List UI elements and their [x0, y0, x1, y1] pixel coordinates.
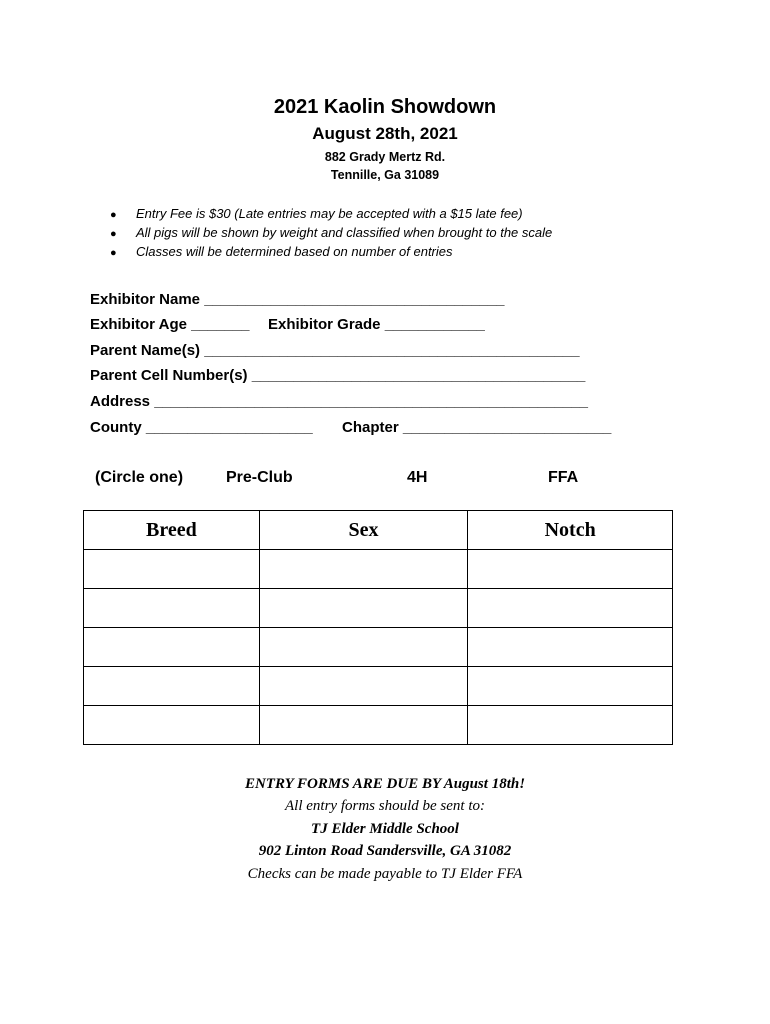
notch-cell[interactable] [468, 667, 673, 706]
table-row [84, 550, 673, 589]
parent-names-field[interactable]: Parent Name(s) _____________________________________________ [90, 342, 580, 359]
send-to-text: All entry forms should be sent to: [285, 798, 485, 814]
sex-header: Sex [259, 511, 468, 550]
notch-cell[interactable] [468, 550, 673, 589]
notch-cell[interactable] [468, 628, 673, 667]
form-title: 2021 Kaolin Showdown [273, 96, 497, 118]
exhibitor-grade-field[interactable]: Exhibitor Grade ____________ [268, 316, 485, 333]
info-item-text: Entry Fee is $30 (Late entries may be accepted with a $15 late fee) [136, 206, 523, 221]
sex-cell[interactable] [259, 550, 468, 589]
table-row [84, 628, 673, 667]
breed-cell[interactable] [84, 706, 260, 745]
option-pre-club[interactable]: Pre-Club [226, 469, 293, 486]
bullet-icon: ● [110, 247, 117, 259]
option-4h[interactable]: 4H [407, 469, 428, 486]
parent-cell-field[interactable]: Parent Cell Number(s) ________________________________________ [90, 367, 586, 384]
chapter-field[interactable]: Chapter _________________________ [342, 419, 612, 436]
sex-cell[interactable] [259, 628, 468, 667]
table-row [84, 706, 673, 745]
event-address-line2: Tennille, Ga 31089 [330, 168, 440, 182]
exhibitor-age-field[interactable]: Exhibitor Age _______ [90, 316, 250, 333]
notch-header: Notch [468, 511, 673, 550]
notch-cell[interactable] [468, 706, 673, 745]
option-ffa[interactable]: FFA [548, 469, 579, 486]
sex-cell[interactable] [259, 706, 468, 745]
breed-cell[interactable] [84, 628, 260, 667]
info-item-text: Classes will be determined based on number of entries [136, 244, 453, 259]
school-address: 902 Linton Road Sandersville, GA 31082 [258, 843, 512, 859]
breed-cell[interactable] [84, 550, 260, 589]
bullet-icon: ● [110, 228, 117, 240]
info-list [110, 204, 552, 261]
due-date-notice: ENTRY FORMS ARE DUE BY August 18th! [244, 776, 526, 792]
bullet-icon: ● [110, 209, 117, 221]
table-row [84, 667, 673, 706]
info-item [110, 223, 552, 242]
info-item [110, 204, 552, 223]
table-row [84, 589, 673, 628]
info-item-text: All pigs will be shown by weight and classified when brought to the scale [136, 225, 553, 240]
event-date: August 28th, 2021 [312, 124, 458, 143]
address-field[interactable]: Address ____________________________________________________ [90, 393, 588, 410]
exhibitor-name-field[interactable]: Exhibitor Name ____________________________________ [90, 291, 505, 308]
event-address-line1: 882 Grady Mertz Rd. [324, 150, 446, 164]
payable-text: Checks can be made payable to TJ Elder FFA [247, 866, 523, 882]
sex-cell[interactable] [259, 589, 468, 628]
breed-cell[interactable] [84, 589, 260, 628]
breed-cell[interactable] [84, 667, 260, 706]
info-item [110, 242, 552, 261]
table-header-row [84, 511, 673, 550]
notch-cell[interactable] [468, 589, 673, 628]
county-field[interactable]: County ____________________ [90, 419, 313, 436]
entries-table [83, 510, 673, 745]
school-name: TJ Elder Middle School [311, 821, 459, 837]
circle-one-label: (Circle one) [95, 469, 184, 486]
breed-header: Breed [84, 511, 260, 550]
sex-cell[interactable] [259, 667, 468, 706]
